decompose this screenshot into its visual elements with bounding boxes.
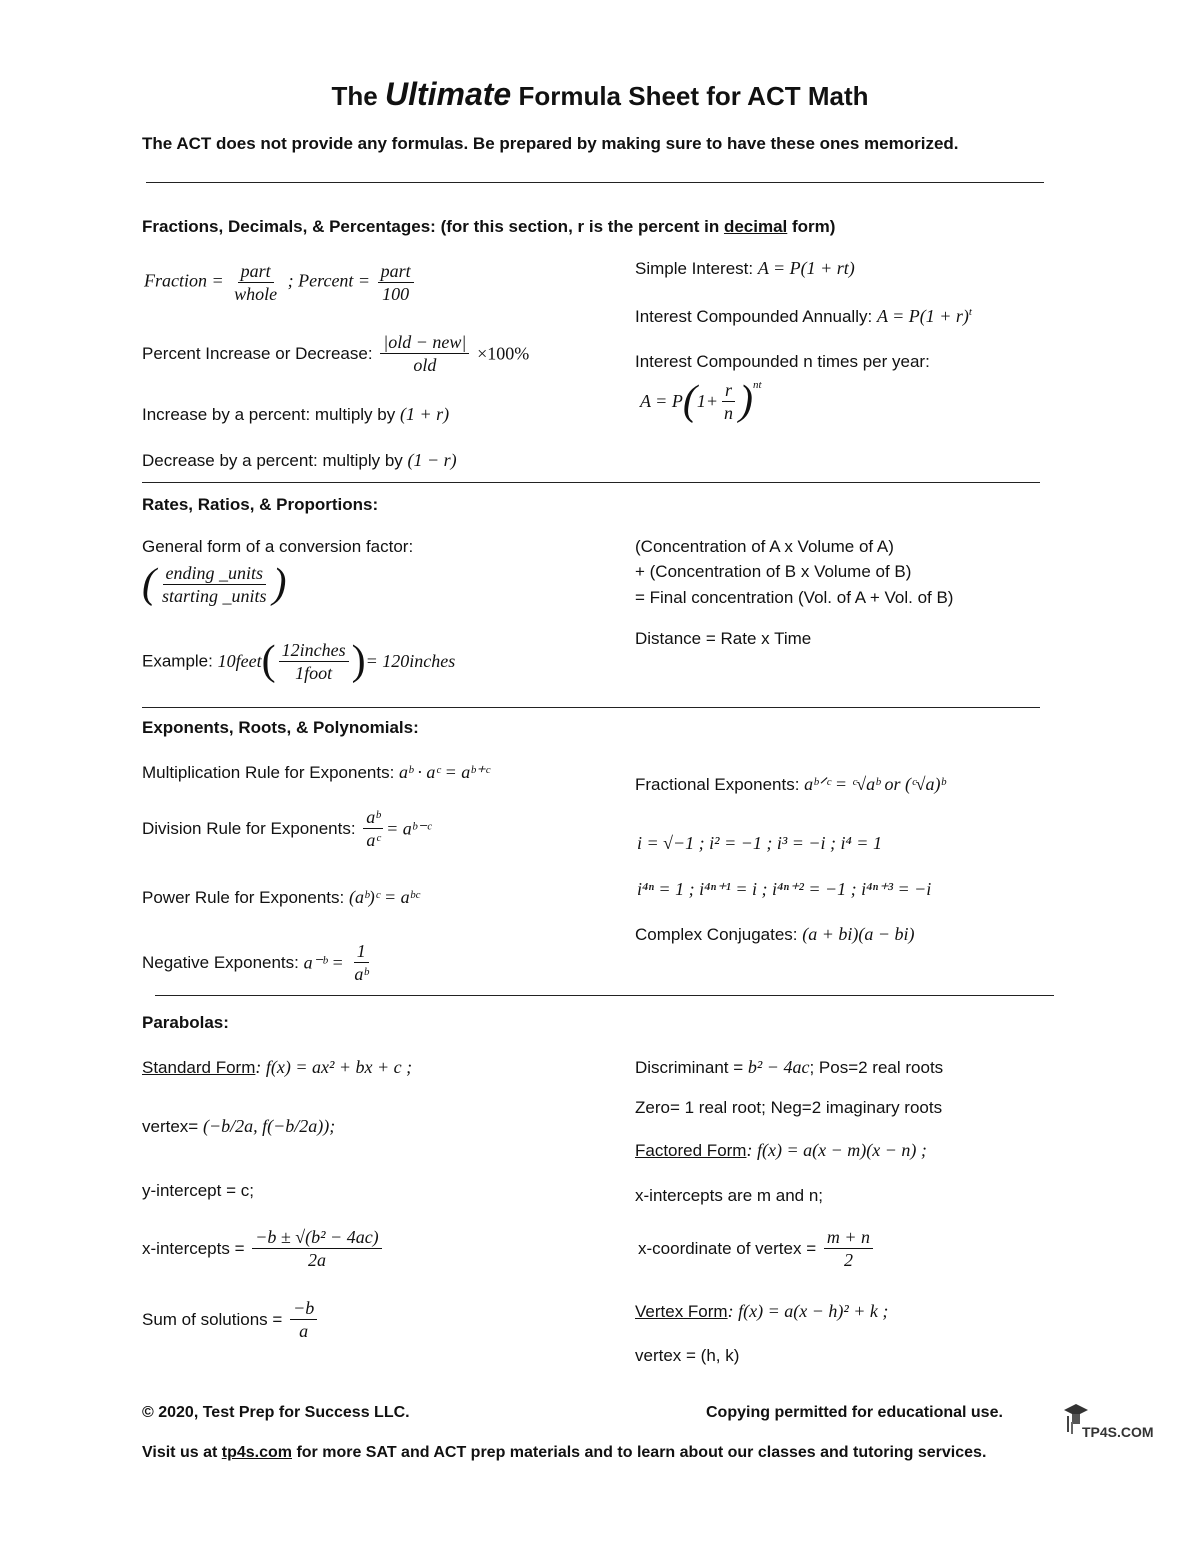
fractional-exponents: Fractional Exponents: aᵇᐟᶜ = ᶜ√aᵇ or (ᶜ√a)ᵇ [635, 774, 946, 794]
sum-of-solutions: Sum of solutions = $\frac{-b}{a}$ [142, 1299, 320, 1340]
conversion-example: Example: 10feet( $\frac{\text{12inches}}{\text{1foot}}$ )= 120inches [142, 638, 456, 684]
increase-formula: Increase by a percent: multiply by (1 + r) [142, 404, 450, 424]
division-rule: Division Rule for Exponents: $\frac{\text{aᵇ}}{\text{aᶜ}}$ = aᵇ⁻ᶜ [142, 807, 431, 850]
compound-n-formula: A = P(1+ $\frac{r}{n}$ )$^{nt}$ [640, 378, 762, 424]
concentration-line-2: + (Concentration of B x Volume of B) [635, 562, 912, 581]
divider [142, 707, 1040, 708]
vertex-formula: vertex= (−b/2a, f(−b/2a)); [142, 1116, 336, 1136]
concentration-line-3: = Final concentration (Vol. of A + Vol. of B) [635, 588, 954, 607]
tp4s-logo [1062, 1402, 1156, 1442]
fraction-formula: Fraction = $\frac{\text{part}}{\text{whole}}$ ; Percent = $\frac{\text{part}}{100}$ [144, 262, 417, 303]
imaginary-cycle: i⁴ⁿ = 1 ; i⁴ⁿ⁺¹ = i ; i⁴ⁿ⁺² = −1 ; i⁴ⁿ⁺³ = −i [637, 879, 932, 899]
complex-conjugates: Complex Conjugates: (a + bi)(a − bi) [635, 924, 915, 944]
divider [155, 995, 1054, 996]
multiplication-rule: Multiplication Rule for Exponents: aᵇ · aᶜ = aᵇ⁺ᶜ [142, 762, 490, 782]
standard-form: Standard Form: f(x) = ax² + bx + c ; [142, 1057, 413, 1077]
factored-form: Factored Form: f(x) = a(x − m)(x − n) ; [635, 1140, 927, 1160]
y-intercept: y-intercept = c; [142, 1181, 254, 1200]
section-heading-fractions: Fractions, Decimals, & Percentages: (for this section, r is the percent in decimal form) [142, 217, 836, 236]
intro-text: The ACT does not provide any formulas. Be prepared by making sure to have these ones memorized. [142, 134, 959, 153]
compound-n-label: Interest Compounded n times per year: [635, 352, 930, 371]
x-coordinate-vertex: x-coordinate of vertex = $\frac{m + n}{2}$ [638, 1228, 876, 1269]
title-emphasis: Ultimate [384, 76, 512, 112]
power-rule: Power Rule for Exponents: (aᵇ)ᶜ = aᵇᶜ [142, 887, 420, 907]
copyright: © 2020, Test Prep for Success LLC. [142, 1404, 410, 1421]
section-heading-rates: Rates, Ratios, & Proportions: [142, 495, 379, 514]
visit-line: Visit us at tp4s.com for more SAT and ACT prep materials and to learn about our classes and tutoring services. [142, 1444, 987, 1461]
compound-annual: Interest Compounded Annually: $A = P(1 + r)^t$ [635, 306, 972, 326]
imaginary-powers: i = √−1 ; i² = −1 ; i³ = −i ; i⁴ = 1 [637, 833, 882, 853]
title-post: Formula Sheet for ACT Math [518, 81, 869, 111]
permission-note: Copying permitted for educational use. [706, 1404, 1003, 1421]
percent-change-formula: Percent Increase or Decrease: $\frac{\text{|old − new|}}{\text{old}}$ ×100% [142, 332, 530, 375]
discriminant-cases: Zero= 1 real root; Neg=2 imaginary roots [635, 1098, 943, 1117]
conversion-factor: ( $\frac{\text{ending \_units}}{\text{starting \_units}}$ ) [142, 561, 287, 607]
divider [142, 482, 1040, 483]
negative-exponents: Negative Exponents: a⁻ᵇ = $\frac{1}{\text{aᵇ}}$ [142, 941, 369, 984]
decrease-formula: Decrease by a percent: multiply by (1 − r) [142, 450, 457, 470]
vertex-form: Vertex Form: f(x) = a(x − h)² + k ; [635, 1301, 889, 1321]
quadratic-formula: x-intercepts = $\frac{\text{−b ± √(b² − 4ac)}}{2a}$ [142, 1228, 385, 1269]
section-heading-parabolas: Parabolas: [142, 1013, 229, 1032]
distance-formula: Distance = Rate x Time [635, 629, 812, 648]
simple-interest: Simple Interest: A = P(1 + rt) [635, 258, 855, 278]
title-pre: The [331, 81, 378, 111]
x-intercepts-mn: x-intercepts are m and n; [635, 1186, 824, 1205]
discriminant: Discriminant = b² − 4ac; Pos=2 real roots [635, 1057, 944, 1077]
conversion-label: General form of a conversion factor: [142, 537, 414, 556]
site-link[interactable]: tp4s.com [221, 1444, 292, 1461]
divider [146, 182, 1044, 183]
logo-text: TP4S.COM [1082, 1424, 1154, 1440]
page-title [0, 76, 1200, 113]
section-heading-exponents: Exponents, Roots, & Polynomials: [142, 718, 419, 737]
concentration-line-1: (Concentration of A x Volume of A) [635, 537, 894, 556]
vertex-form-vertex: vertex = (h, k) [635, 1346, 740, 1365]
